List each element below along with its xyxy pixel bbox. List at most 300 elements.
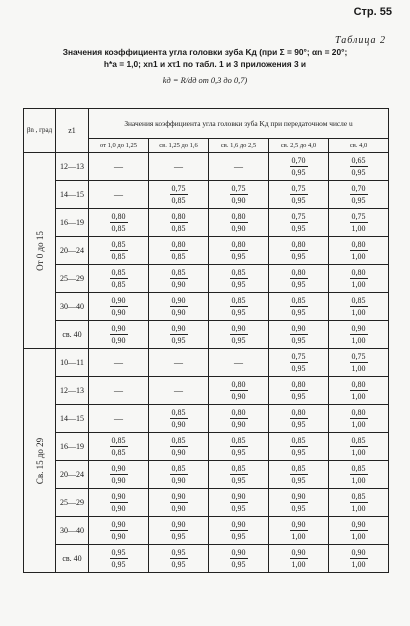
table-row bbox=[24, 153, 389, 181]
fraction-denominator: 0,95 bbox=[291, 308, 306, 317]
table-row bbox=[24, 321, 389, 349]
fraction-numerator: 0,80 bbox=[111, 212, 126, 221]
fraction-denominator: 0,95 bbox=[291, 476, 306, 485]
coefficient-fraction bbox=[350, 519, 368, 542]
coefficient-fraction bbox=[290, 295, 308, 318]
fraction-numerator: 0,80 bbox=[351, 408, 366, 417]
fraction-numerator: 0,85 bbox=[111, 240, 126, 249]
value-cell bbox=[149, 405, 209, 433]
coefficient-fraction bbox=[350, 379, 368, 402]
coefficient-fraction bbox=[170, 547, 188, 570]
table-body bbox=[24, 153, 389, 573]
fraction-denominator: 1,00 bbox=[351, 504, 366, 513]
fraction-numerator: 0,80 bbox=[231, 380, 246, 389]
coefficient-fraction bbox=[170, 407, 188, 430]
value-cell bbox=[269, 545, 329, 573]
coefficient-fraction bbox=[290, 463, 308, 486]
ratio-range-header: св. 1,25 до 1,6 bbox=[149, 139, 209, 153]
value-cell bbox=[149, 349, 209, 377]
coefficient-fraction bbox=[230, 547, 248, 570]
empty-dash: — bbox=[174, 161, 183, 172]
coefficient-fraction bbox=[170, 491, 188, 514]
value-cell bbox=[149, 265, 209, 293]
value-cell bbox=[149, 433, 209, 461]
value-cell bbox=[329, 237, 389, 265]
fraction-numerator: 0,90 bbox=[111, 520, 126, 529]
fraction-denominator: 0,95 bbox=[291, 196, 306, 205]
coefficient-fraction bbox=[170, 267, 188, 290]
fraction-denominator: 1,00 bbox=[351, 336, 366, 345]
coefficient-fraction bbox=[350, 183, 368, 206]
beta-group-cell bbox=[24, 153, 56, 349]
fraction-numerator: 0,85 bbox=[351, 492, 366, 501]
z1-cell: св. 40 bbox=[56, 545, 89, 573]
table-row bbox=[24, 461, 389, 489]
fraction-denominator: 1,00 bbox=[351, 420, 366, 429]
fraction-numerator: 0,80 bbox=[291, 240, 306, 249]
z1-cell: 16—19 bbox=[56, 433, 89, 461]
fraction-numerator: 0,90 bbox=[171, 492, 186, 501]
fraction-numerator: 0,90 bbox=[231, 324, 246, 333]
coefficient-fraction bbox=[110, 267, 128, 290]
fraction-denominator: 1,00 bbox=[351, 532, 366, 541]
value-cell bbox=[209, 209, 269, 237]
fraction-denominator: 1,00 bbox=[351, 364, 366, 373]
coefficient-fraction bbox=[110, 463, 128, 486]
value-cell bbox=[329, 321, 389, 349]
value-cell bbox=[269, 405, 329, 433]
fraction-numerator: 0,90 bbox=[291, 492, 306, 501]
fraction-numerator: 0,90 bbox=[111, 464, 126, 473]
fraction-numerator: 0,85 bbox=[291, 296, 306, 305]
coefficient-fraction bbox=[170, 239, 188, 262]
coefficient-fraction bbox=[230, 295, 248, 318]
value-cell bbox=[209, 517, 269, 545]
value-cell bbox=[89, 349, 149, 377]
value-cell bbox=[89, 321, 149, 349]
fraction-numerator: 0,85 bbox=[231, 296, 246, 305]
table-row bbox=[24, 517, 389, 545]
table-row bbox=[24, 377, 389, 405]
fraction-denominator: 0,90 bbox=[111, 504, 126, 513]
fraction-denominator: 0,95 bbox=[291, 280, 306, 289]
value-cell bbox=[149, 545, 209, 573]
table-label: Таблица 2 bbox=[335, 35, 386, 46]
beta-group-label: От 0 до 15 bbox=[34, 230, 45, 271]
empty-dash: — bbox=[114, 413, 123, 424]
fraction-denominator: 0,90 bbox=[171, 476, 186, 485]
value-cell bbox=[149, 321, 209, 349]
coefficient-fraction bbox=[170, 211, 188, 234]
value-cell bbox=[329, 209, 389, 237]
fraction-denominator: 0,95 bbox=[291, 224, 306, 233]
value-cell bbox=[209, 433, 269, 461]
value-cell bbox=[269, 181, 329, 209]
fraction-numerator: 0,75 bbox=[291, 184, 306, 193]
value-cell bbox=[329, 181, 389, 209]
z1-cell: 25—29 bbox=[56, 489, 89, 517]
coefficient-fraction bbox=[350, 267, 368, 290]
fraction-numerator: 0,90 bbox=[231, 492, 246, 501]
fraction-denominator: 0,95 bbox=[231, 252, 246, 261]
fraction-numerator: 0,85 bbox=[171, 268, 186, 277]
fraction-numerator: 0,80 bbox=[171, 240, 186, 249]
fraction-numerator: 0,80 bbox=[291, 380, 306, 389]
coefficient-fraction bbox=[170, 435, 188, 458]
fraction-denominator: 0,85 bbox=[111, 252, 126, 261]
value-cell bbox=[209, 237, 269, 265]
value-cell bbox=[89, 153, 149, 181]
value-cell bbox=[209, 153, 269, 181]
value-cell bbox=[89, 293, 149, 321]
fraction-denominator: 1,00 bbox=[351, 448, 366, 457]
coefficient-table bbox=[23, 108, 389, 573]
fraction-denominator: 0,95 bbox=[291, 168, 306, 177]
fraction-numerator: 0,85 bbox=[291, 464, 306, 473]
fraction-numerator: 0,80 bbox=[291, 408, 306, 417]
value-cell bbox=[149, 377, 209, 405]
coefficient-fraction bbox=[350, 211, 368, 234]
fraction-denominator: 1,00 bbox=[291, 560, 306, 569]
coefficient-fraction bbox=[110, 435, 128, 458]
caption-line-1: Значения коэффициента угла головки зуба Kд (при Σ = 90°; αn = 20°; bbox=[62, 47, 348, 57]
fraction-denominator: 0,90 bbox=[171, 420, 186, 429]
z1-cell: 14—15 bbox=[56, 181, 89, 209]
fraction-denominator: 1,00 bbox=[351, 280, 366, 289]
fraction-denominator: 0,90 bbox=[111, 532, 126, 541]
value-cell bbox=[269, 321, 329, 349]
fraction-numerator: 0,70 bbox=[351, 184, 366, 193]
fraction-denominator: 0,90 bbox=[231, 196, 246, 205]
fraction-numerator: 0,85 bbox=[231, 436, 246, 445]
value-cell bbox=[149, 237, 209, 265]
coefficient-fraction bbox=[110, 547, 128, 570]
value-cell bbox=[149, 181, 209, 209]
coefficient-fraction bbox=[290, 547, 308, 570]
value-cell bbox=[269, 461, 329, 489]
fraction-denominator: 1,00 bbox=[351, 392, 366, 401]
value-cell bbox=[89, 237, 149, 265]
value-cell bbox=[209, 461, 269, 489]
fraction-numerator: 0,75 bbox=[291, 212, 306, 221]
value-cell bbox=[269, 377, 329, 405]
fraction-numerator: 0,95 bbox=[171, 548, 186, 557]
value-cell bbox=[329, 293, 389, 321]
fraction-denominator: 0,90 bbox=[111, 336, 126, 345]
coefficient-fraction bbox=[230, 519, 248, 542]
fraction-numerator: 0,85 bbox=[291, 436, 306, 445]
fraction-numerator: 0,75 bbox=[351, 352, 366, 361]
value-cell bbox=[89, 377, 149, 405]
fraction-numerator: 0,70 bbox=[291, 156, 306, 165]
fraction-denominator: 0,95 bbox=[231, 560, 246, 569]
z1-cell: 30—40 bbox=[56, 517, 89, 545]
value-cell bbox=[269, 293, 329, 321]
value-cell bbox=[89, 489, 149, 517]
fraction-denominator: 0,95 bbox=[291, 336, 306, 345]
table-row bbox=[24, 237, 389, 265]
value-cell bbox=[89, 265, 149, 293]
coefficient-fraction bbox=[230, 239, 248, 262]
ratio-range-header: св. 1,6 до 2,5 bbox=[209, 139, 269, 153]
value-cell bbox=[329, 461, 389, 489]
fraction-numerator: 0,90 bbox=[231, 520, 246, 529]
z1-cell: 14—15 bbox=[56, 405, 89, 433]
fraction-numerator: 0,80 bbox=[231, 240, 246, 249]
coefficient-fraction bbox=[230, 183, 248, 206]
z1-cell: 12—13 bbox=[56, 377, 89, 405]
fraction-numerator: 0,90 bbox=[111, 324, 126, 333]
coefficient-fraction bbox=[230, 267, 248, 290]
z1-cell: 30—40 bbox=[56, 293, 89, 321]
value-cell bbox=[269, 209, 329, 237]
coefficient-fraction bbox=[230, 323, 248, 346]
fraction-denominator: 0,95 bbox=[231, 476, 246, 485]
z1-cell: 10—11 bbox=[56, 349, 89, 377]
fraction-numerator: 0,90 bbox=[111, 492, 126, 501]
value-cell bbox=[269, 265, 329, 293]
coefficient-fraction bbox=[110, 239, 128, 262]
value-cell bbox=[269, 489, 329, 517]
coefficient-fraction bbox=[350, 295, 368, 318]
caption-line-2: h*a = 1,0; xn1 и xτ1 по табл. 1 и 3 приложения 3 и bbox=[103, 59, 307, 69]
fraction-numerator: 0,85 bbox=[231, 464, 246, 473]
coefficient-fraction bbox=[170, 519, 188, 542]
coefficient-fraction bbox=[290, 491, 308, 514]
value-cell bbox=[149, 517, 209, 545]
coefficient-fraction bbox=[290, 155, 308, 178]
coefficient-fraction bbox=[290, 519, 308, 542]
fraction-denominator: 0,95 bbox=[291, 448, 306, 457]
value-cell bbox=[89, 433, 149, 461]
fraction-denominator: 0,95 bbox=[291, 364, 306, 373]
coefficient-fraction bbox=[350, 435, 368, 458]
fraction-numerator: 0,75 bbox=[351, 212, 366, 221]
fraction-numerator: 0,85 bbox=[351, 436, 366, 445]
value-cell bbox=[269, 237, 329, 265]
fraction-denominator: 0,95 bbox=[171, 560, 186, 569]
coefficient-fraction bbox=[230, 379, 248, 402]
value-cell bbox=[329, 545, 389, 573]
value-cell bbox=[209, 405, 269, 433]
coefficient-fraction bbox=[170, 323, 188, 346]
coefficient-fraction bbox=[230, 435, 248, 458]
fraction-numerator: 0,80 bbox=[291, 268, 306, 277]
coefficient-fraction bbox=[110, 295, 128, 318]
value-cell bbox=[209, 293, 269, 321]
fraction-numerator: 0,90 bbox=[111, 296, 126, 305]
fraction-numerator: 0,65 bbox=[351, 156, 366, 165]
fraction-denominator: 0,85 bbox=[111, 224, 126, 233]
fraction-numerator: 0,80 bbox=[231, 408, 246, 417]
coefficient-fraction bbox=[350, 239, 368, 262]
caption-line-3: kд = R/dд от 0,3 до 0,7) bbox=[162, 76, 248, 85]
fraction-denominator: 0,90 bbox=[171, 308, 186, 317]
table-row bbox=[24, 545, 389, 573]
z1-cell: 16—19 bbox=[56, 209, 89, 237]
fraction-denominator: 1,00 bbox=[351, 308, 366, 317]
beta-group-cell bbox=[24, 349, 56, 573]
coefficient-fraction bbox=[230, 491, 248, 514]
value-cell bbox=[149, 293, 209, 321]
fraction-numerator: 0,90 bbox=[171, 520, 186, 529]
fraction-numerator: 0,90 bbox=[351, 548, 366, 557]
fraction-denominator: 0,90 bbox=[231, 224, 246, 233]
header-main: Значения коэффициента угла головки зуба Kд при передаточном числе u bbox=[89, 109, 389, 139]
value-cell bbox=[149, 153, 209, 181]
value-cell bbox=[209, 377, 269, 405]
empty-dash: — bbox=[114, 385, 123, 396]
table-row bbox=[24, 293, 389, 321]
fraction-denominator: 0,85 bbox=[171, 224, 186, 233]
coefficient-fraction bbox=[110, 323, 128, 346]
header-beta-n: βn , град bbox=[24, 109, 56, 153]
coefficient-fraction bbox=[290, 379, 308, 402]
fraction-numerator: 0,80 bbox=[351, 240, 366, 249]
fraction-denominator: 0,85 bbox=[171, 252, 186, 261]
fraction-denominator: 0,95 bbox=[291, 392, 306, 401]
coefficient-fraction bbox=[170, 183, 188, 206]
fraction-denominator: 0,95 bbox=[231, 504, 246, 513]
fraction-numerator: 0,85 bbox=[171, 464, 186, 473]
coefficient-fraction bbox=[350, 155, 368, 178]
value-cell bbox=[209, 265, 269, 293]
fraction-numerator: 0,90 bbox=[291, 520, 306, 529]
value-cell bbox=[329, 433, 389, 461]
fraction-numerator: 0,80 bbox=[351, 268, 366, 277]
z1-cell: 12—13 bbox=[56, 153, 89, 181]
value-cell bbox=[329, 153, 389, 181]
fraction-numerator: 0,90 bbox=[171, 324, 186, 333]
fraction-numerator: 0,95 bbox=[111, 548, 126, 557]
table-row bbox=[24, 433, 389, 461]
fraction-denominator: 0,95 bbox=[231, 308, 246, 317]
z1-cell: 25—29 bbox=[56, 265, 89, 293]
fraction-denominator: 0,90 bbox=[231, 420, 246, 429]
fraction-numerator: 0,85 bbox=[231, 268, 246, 277]
fraction-numerator: 0,85 bbox=[351, 464, 366, 473]
fraction-numerator: 0,75 bbox=[171, 184, 186, 193]
value-cell bbox=[269, 349, 329, 377]
fraction-denominator: 1,00 bbox=[351, 560, 366, 569]
value-cell bbox=[209, 545, 269, 573]
fraction-denominator: 0,95 bbox=[171, 336, 186, 345]
fraction-numerator: 0,85 bbox=[111, 268, 126, 277]
fraction-denominator: 0,95 bbox=[351, 196, 366, 205]
value-cell bbox=[269, 517, 329, 545]
value-cell bbox=[89, 461, 149, 489]
value-cell bbox=[209, 349, 269, 377]
fraction-denominator: 0,85 bbox=[171, 196, 186, 205]
value-cell bbox=[269, 153, 329, 181]
fraction-denominator: 0,95 bbox=[231, 532, 246, 541]
ratio-range-header: св. 2,5 до 4,0 bbox=[269, 139, 329, 153]
empty-dash: — bbox=[234, 357, 243, 368]
coefficient-fraction bbox=[290, 323, 308, 346]
value-cell bbox=[329, 265, 389, 293]
table-row bbox=[24, 405, 389, 433]
fraction-denominator: 0,95 bbox=[231, 280, 246, 289]
value-cell bbox=[269, 433, 329, 461]
coefficient-fraction bbox=[350, 323, 368, 346]
empty-dash: — bbox=[174, 385, 183, 396]
fraction-denominator: 0,95 bbox=[231, 336, 246, 345]
fraction-denominator: 0,95 bbox=[351, 168, 366, 177]
fraction-denominator: 0,90 bbox=[171, 448, 186, 457]
coefficient-fraction bbox=[290, 351, 308, 374]
fraction-denominator: 0,85 bbox=[111, 448, 126, 457]
fraction-numerator: 0,90 bbox=[291, 324, 306, 333]
fraction-denominator: 0,90 bbox=[231, 392, 246, 401]
fraction-denominator: 1,00 bbox=[291, 532, 306, 541]
fraction-numerator: 0,85 bbox=[171, 436, 186, 445]
fraction-denominator: 0,95 bbox=[291, 420, 306, 429]
table-row bbox=[24, 209, 389, 237]
coefficient-fraction bbox=[230, 407, 248, 430]
fraction-numerator: 0,75 bbox=[231, 184, 246, 193]
coefficient-fraction bbox=[290, 183, 308, 206]
empty-dash: — bbox=[114, 189, 123, 200]
fraction-numerator: 0,90 bbox=[351, 520, 366, 529]
fraction-denominator: 1,00 bbox=[351, 476, 366, 485]
table-row bbox=[24, 265, 389, 293]
fraction-denominator: 1,00 bbox=[351, 252, 366, 261]
fraction-denominator: 0,85 bbox=[111, 280, 126, 289]
ratio-range-header: св. 4,0 bbox=[329, 139, 389, 153]
beta-group-label: Св. 15 до 29 bbox=[34, 437, 45, 484]
fraction-denominator: 0,90 bbox=[171, 504, 186, 513]
z1-cell: 20—24 bbox=[56, 237, 89, 265]
fraction-numerator: 0,80 bbox=[351, 380, 366, 389]
fraction-denominator: 1,00 bbox=[351, 224, 366, 233]
fraction-numerator: 0,90 bbox=[231, 548, 246, 557]
fraction-numerator: 0,85 bbox=[351, 296, 366, 305]
fraction-denominator: 0,90 bbox=[171, 280, 186, 289]
value-cell bbox=[329, 349, 389, 377]
fraction-denominator: 0,95 bbox=[291, 504, 306, 513]
table-row bbox=[24, 181, 389, 209]
value-cell bbox=[149, 209, 209, 237]
coefficient-fraction bbox=[350, 351, 368, 374]
empty-dash: — bbox=[234, 161, 243, 172]
empty-dash: — bbox=[114, 161, 123, 172]
value-cell bbox=[89, 545, 149, 573]
coefficient-fraction bbox=[350, 463, 368, 486]
fraction-denominator: 0,90 bbox=[111, 308, 126, 317]
fraction-numerator: 0,85 bbox=[111, 436, 126, 445]
z1-cell: 20—24 bbox=[56, 461, 89, 489]
value-cell bbox=[209, 181, 269, 209]
coefficient-fraction bbox=[350, 547, 368, 570]
value-cell bbox=[329, 489, 389, 517]
coefficient-fraction bbox=[110, 211, 128, 234]
coefficient-fraction bbox=[110, 491, 128, 514]
value-cell bbox=[89, 517, 149, 545]
fraction-numerator: 0,90 bbox=[291, 548, 306, 557]
fraction-numerator: 0,90 bbox=[351, 324, 366, 333]
value-cell bbox=[329, 517, 389, 545]
fraction-numerator: 0,80 bbox=[171, 212, 186, 221]
fraction-denominator: 0,95 bbox=[231, 448, 246, 457]
coefficient-fraction bbox=[230, 463, 248, 486]
coefficient-fraction bbox=[230, 211, 248, 234]
coefficient-fraction bbox=[110, 519, 128, 542]
table-row bbox=[24, 349, 389, 377]
fraction-numerator: 0,90 bbox=[171, 296, 186, 305]
value-cell bbox=[209, 321, 269, 349]
empty-dash: — bbox=[114, 357, 123, 368]
page-number: Стр. 55 bbox=[353, 6, 392, 18]
